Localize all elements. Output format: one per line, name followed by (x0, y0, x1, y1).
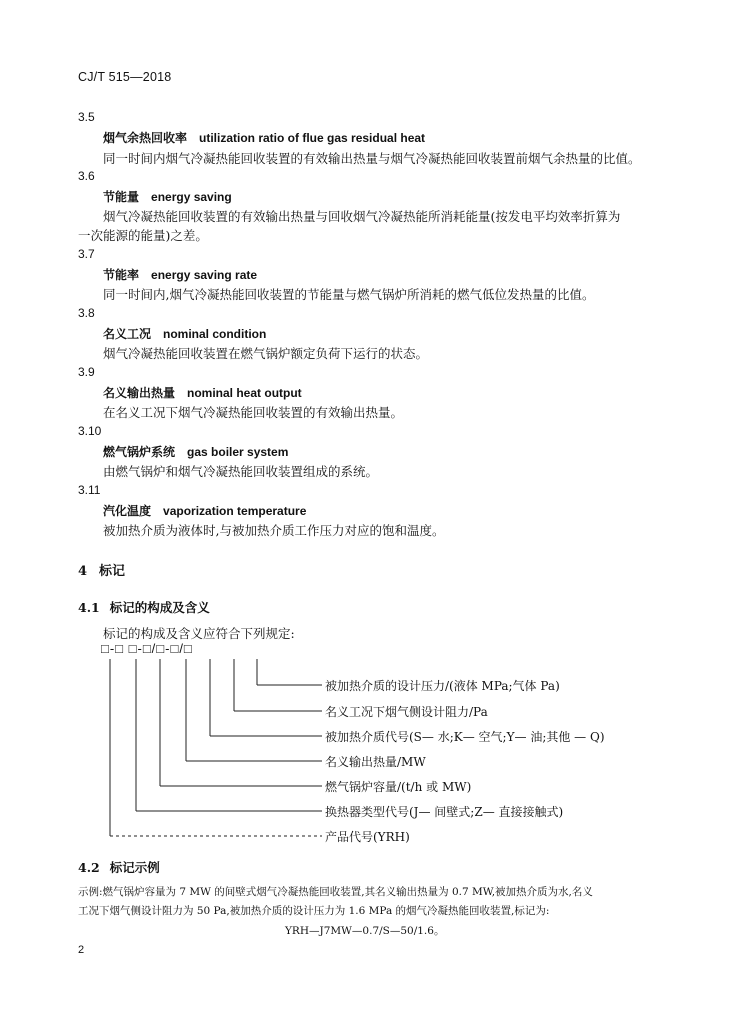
example-marking-code: YRH—J7MW—0.7/S—50/1.6。 (285, 925, 445, 937)
diagram-label: 名义工况下烟气侧设计阻力/Pa (325, 705, 488, 719)
term-title: 烟气余热回收率 utilization ratio of flue gas residual heat (103, 131, 426, 145)
term-title: 名义输出热量 nominal heat output (103, 386, 302, 400)
subsection-intro: 标记的构成及含义应符合下列规定: (103, 626, 295, 641)
term-title: 节能率 energy saving rate (103, 268, 258, 282)
diagram-label: 名义输出热量/MW (325, 755, 426, 769)
diagram-label: 被加热介质代号(S— 水;K— 空气;Y— 油;其他 — Q) (325, 730, 605, 744)
document-header: CJ/T 515—2018 (78, 70, 172, 84)
example-text: 示例:燃气锅炉容量为 7 MW 的间壁式烟气冷凝热能回收装置,其名义输出热量为 0.7 MW,被加热介质为水,名义 (78, 886, 593, 898)
clause-number: 3.8 (78, 306, 95, 320)
clause-number: 3.6 (78, 169, 95, 183)
definition-text: 烟气冷凝热能回收装置的有效输出热量与回收烟气冷凝热能所消耗能量(按发电平均效率折算为 (103, 209, 621, 224)
clause-number: 3.5 (78, 110, 95, 124)
term-title: 名义工况 nominal condition (103, 327, 267, 341)
term-title: 燃气锅炉系统 gas boiler system (103, 445, 289, 459)
term-title: 汽化温度 vaporization temperature (103, 504, 307, 518)
clause-number: 3.10 (78, 424, 102, 438)
definition-text: 在名义工况下烟气冷凝热能回收装置的有效输出热量。 (103, 405, 404, 420)
diagram-label: 换热器类型代号(J— 间壁式;Z— 直接接触式) (325, 805, 564, 819)
diagram-label: 燃气锅炉容量/(t/h 或 MW) (325, 780, 472, 794)
diagram-label: 产品代号(YRH) (325, 830, 410, 844)
definition-text-continued: 一次能源的能量)之差。 (78, 228, 208, 243)
definition-text: 同一时间内,烟气冷凝热能回收装置的节能量与燃气锅炉所消耗的燃气低位发热量的比值。 (103, 287, 595, 302)
definition-text: 烟气冷凝热能回收装置在燃气锅炉额定负荷下运行的状态。 (103, 346, 429, 361)
section-heading: 4 标记 (78, 564, 126, 579)
clause-number: 3.11 (78, 483, 101, 497)
definition-text: 同一时间内烟气冷凝热能回收装置的有效输出热量与烟气冷凝热能回收装置前烟气余热量的比值。 (103, 151, 641, 166)
subsection-heading: 4.1 标记的构成及含义 (78, 600, 210, 615)
marking-code-template: □-□ □-□/□-□/□ (101, 641, 193, 656)
diagram-label: 被加热介质的设计压力/(液体 MPa;气体 Pa) (325, 679, 560, 693)
definition-text: 被加热介质为液体时,与被加热介质工作压力对应的饱和温度。 (103, 523, 445, 538)
definition-text: 由燃气锅炉和烟气冷凝热能回收装置组成的系统。 (103, 464, 379, 479)
page-number: 2 (78, 944, 85, 956)
example-text: 工况下烟气侧设计阻力为 50 Pa,被加热介质的设计压力为 1.6 MPa 的烟气冷凝热能回收装置,标记为: (78, 905, 550, 917)
clause-number: 3.9 (78, 365, 95, 379)
subsection-heading: 4.2 标记示例 (78, 860, 160, 875)
term-title: 节能量 energy saving (103, 190, 232, 204)
clause-number: 3.7 (78, 247, 95, 261)
